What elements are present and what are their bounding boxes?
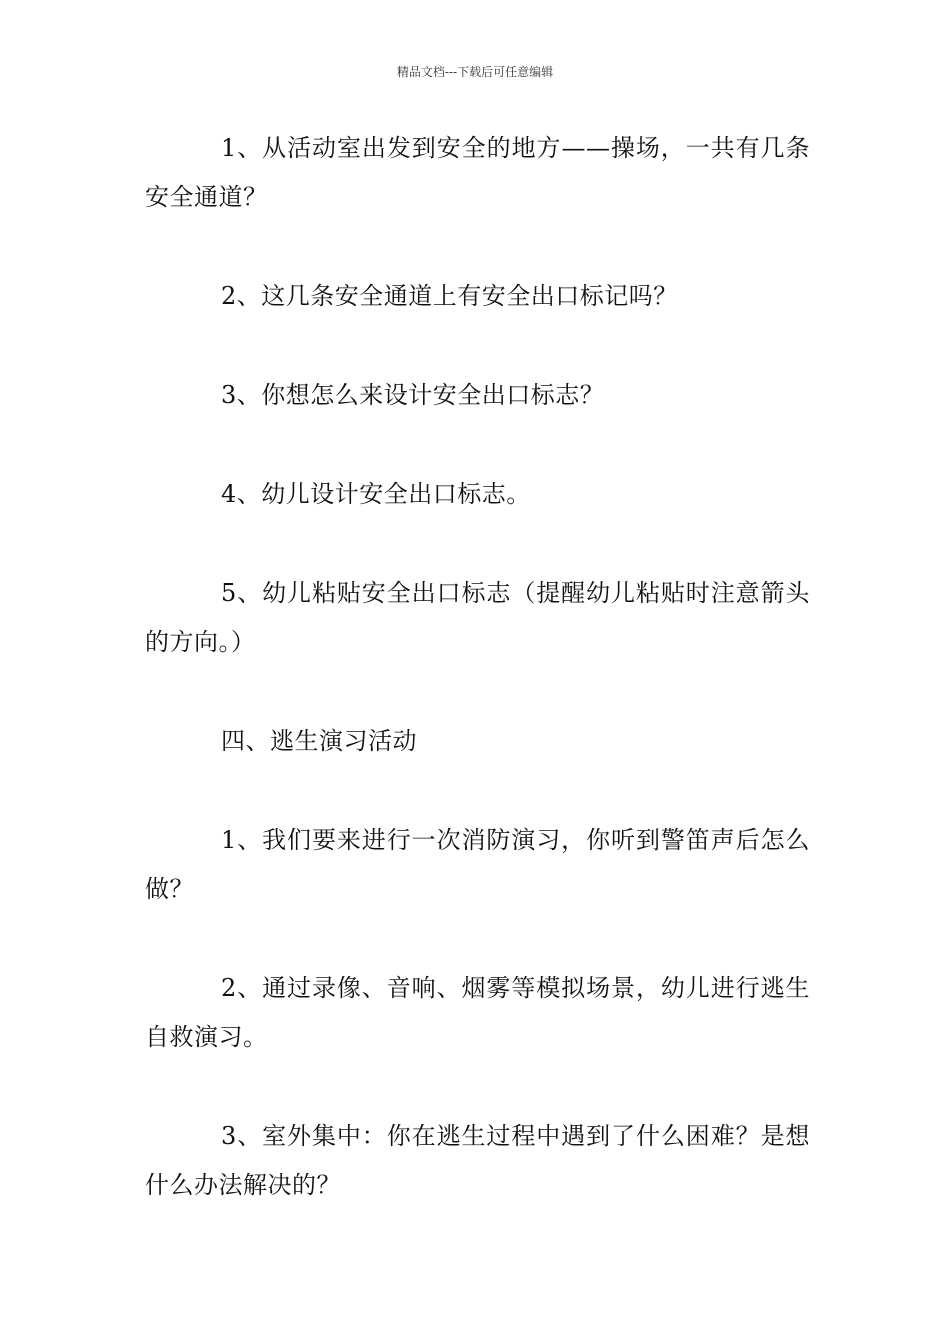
paragraph-step-4-children-design: 4、幼儿设计安全出口标志。 — [221, 480, 531, 508]
paragraph-drill-step-1: 1、我们要来进行一次消防演习，你听到警笛声后怎么做？ — [145, 826, 810, 903]
document-body — [145, 124, 810, 1260]
page-header: 精品文档---下载后可任意编辑 — [396, 65, 554, 79]
paragraph-step-5-children-paste: 5、幼儿粘贴安全出口标志（提醒幼儿粘贴时注意箭头的方向。） — [145, 579, 810, 656]
paragraph-drill-step-2: 2、通过录像、音响、烟雾等模拟场景，幼儿进行逃生自救演习。 — [145, 974, 810, 1051]
section-heading-escape-drill: 四、逃生演习活动 — [221, 727, 417, 755]
paragraph-step-3-design-sign: 3、你想怎么来设计安全出口标志？ — [221, 381, 605, 409]
paragraph-drill-step-3: 3、室外集中：你在逃生过程中遇到了什么困难？是想什么办法解决的？ — [145, 1122, 810, 1199]
paragraph-step-1-safety-passages: 1、从活动室出发到安全的地方——操场，一共有几条安全通道？ — [145, 134, 810, 211]
paragraph-step-2-exit-marks: 2、这几条安全通道上有安全出口标记吗？ — [221, 282, 678, 310]
